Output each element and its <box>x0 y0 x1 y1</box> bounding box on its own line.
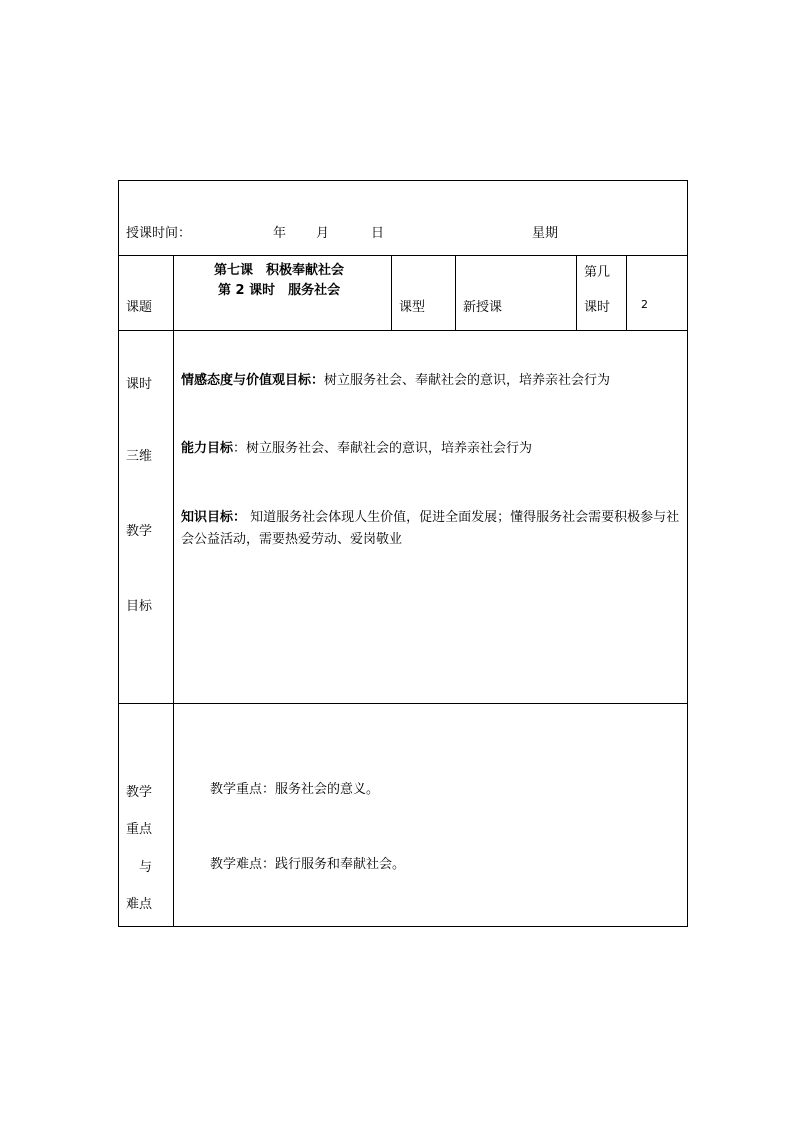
period-label-line-2: 课时 <box>584 300 611 315</box>
goals-row <box>119 331 688 704</box>
period-value: 2 <box>641 298 648 311</box>
goal-emotion <box>181 370 681 392</box>
time-row <box>119 181 688 256</box>
type-label: 课型 <box>399 300 426 315</box>
type-label-cell <box>392 256 456 331</box>
goal-knowledge-text: 知道服务社会体现人生价值，促进全面发展；懂得服务社会需要积极参与社会公益活动，需要热爱劳动、爱岗敬业 <box>181 510 680 547</box>
goals-content-cell <box>174 331 688 704</box>
goals-label-cell <box>119 331 174 704</box>
weekday-label: 星期 <box>532 226 559 241</box>
key-label-1: 教学 <box>126 785 153 800</box>
key-label-cell <box>119 704 174 927</box>
goals-label-1: 课时 <box>126 377 153 392</box>
period-label-cell <box>577 256 627 331</box>
period-label-line-1: 第几 <box>584 265 611 280</box>
title-row <box>119 256 688 331</box>
goal-knowledge-heading: 知识目标： <box>181 510 247 525</box>
lesson-plan-table <box>118 180 688 927</box>
goal-emotion-text: 树立服务社会、奉献社会的意识，培养亲社会行为 <box>324 373 611 388</box>
type-value-cell <box>456 256 577 331</box>
topic-line-1: 第七课 积极奉献社会 <box>214 263 345 278</box>
goal-knowledge <box>181 507 681 551</box>
goal-ability <box>181 438 681 460</box>
goal-emotion-heading: 情感态度与价值观目标： <box>181 373 325 388</box>
key-label-4: 难点 <box>126 897 153 912</box>
goals-label-4: 目标 <box>126 599 153 614</box>
topic-value-cell <box>174 256 392 331</box>
type-value: 新授课 <box>463 300 503 315</box>
time-cell <box>119 181 688 256</box>
key-content-cell <box>174 704 688 927</box>
date-label: 授课时间： <box>126 226 192 241</box>
key-focus: 教学重点：服务社会的意义。 <box>210 782 380 797</box>
topic-label-cell <box>119 256 174 331</box>
key-label-3: 与 <box>139 860 153 875</box>
month-label: 月 <box>316 226 330 241</box>
goals-label-2: 三维 <box>126 449 153 464</box>
goal-ability-text: ：树立服务社会、奉献社会的意识，培养亲社会行为 <box>233 441 533 456</box>
goals-label-3: 教学 <box>126 524 153 539</box>
day-label: 日 <box>371 226 385 241</box>
key-label-2: 重点 <box>126 822 153 837</box>
key-points-row <box>119 704 688 927</box>
topic-line-2: 第 2 课时 服务社会 <box>218 283 341 298</box>
topic-label: 课题 <box>126 300 153 315</box>
period-value-cell <box>627 256 688 331</box>
goal-ability-heading: 能力目标 <box>181 441 234 456</box>
key-difficulty: 教学难点：践行服务和奉献社会。 <box>210 857 406 872</box>
year-label: 年 <box>273 226 287 241</box>
